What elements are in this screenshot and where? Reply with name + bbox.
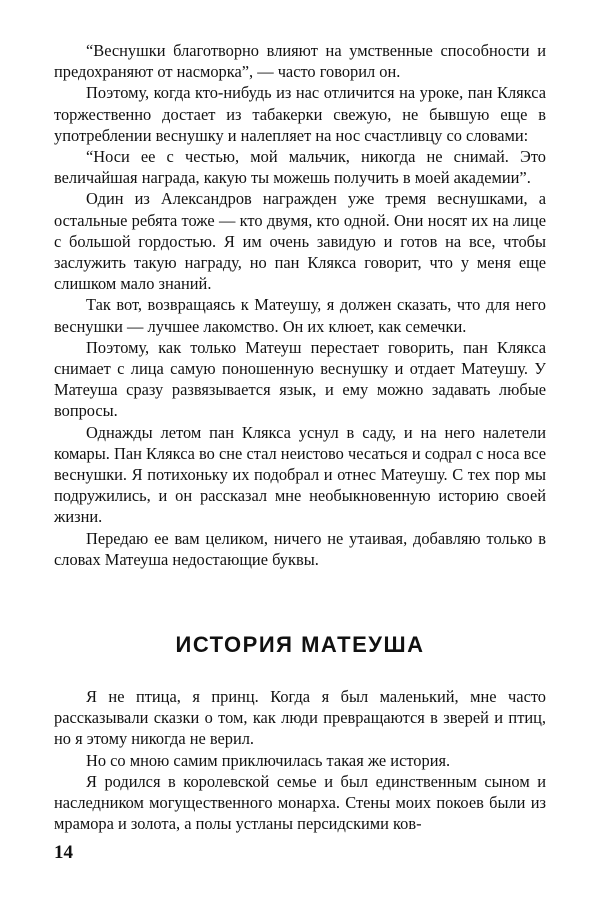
paragraph: Я родился в королевской семье и был единственным сыном и наследником могущественного монарха. Стены моих покоев были из мрамора и золота, а полы устланы персидскими ков- (54, 771, 546, 834)
section-title: ИСТОРИЯ МАТЕУША (175, 632, 425, 657)
paragraph: Однажды летом пан Клякса уснул в саду, и на него налетели комары. Пан Клякса во сне стал неистово чесаться и содрал с носа все веснушки. Я потихоньку их подобрал и отнес Матеушу. С тех пор мы подружились, и он рассказал мне необыкновенную историю своей жизни. (54, 422, 546, 527)
paragraph: Но со мною самим приключилась такая же история. (86, 750, 451, 770)
paragraph: Передаю ее вам целиком, ничего не утаивая, добавляю только в словах Матеуша недостающие буквы. (54, 528, 546, 569)
paragraph: “Носи ее с честью, мой мальчик, никогда не снимай. Это величайшая награда, какую ты можешь получить в моей академии”. (54, 147, 546, 188)
paragraph: “Веснушки благотворно влияют на умственные способности и предохраняют от насморка”, — часто говорил он. (54, 41, 546, 82)
paragraph: Так вот, возвращаясь к Матеушу, я должен сказать, что для него веснушки — лучшее лакомство. Он их клюет, как семечки. (54, 295, 546, 336)
paragraph: Поэтому, когда кто-нибудь из нас отличится на уроке, пан Клякса торжественно достает из табакерки свежую, не бывшую еще в употреблении веснушку и налепляет на нос счастливцу со словами: (54, 83, 546, 145)
text-block-top (54, 40, 546, 570)
page-number: 14 (54, 842, 73, 863)
text-block-bottom (54, 686, 546, 834)
paragraph: Один из Александров награжден уже тремя веснушками, а остальные ребята тоже — кто двумя, кто одной. Они носят их на лице с большой гордостью. Я им очень завидую и готов на все, чтобы заслужить такую награду, но пан Клякса говорит, что у меня еще слишком мало знаний. (54, 189, 546, 294)
paragraph: Поэтому, как только Матеуш перестает говорить, пан Клякса снимает с лица самую поношенную веснушку и отдает Матеушу. У Матеуша сразу развязывается язык, и ему можно задавать любые вопросы. (54, 337, 546, 421)
paragraph: Я не птица, я принц. Когда я был маленький, мне часто рассказывали сказки о том, как люди превращаются в зверей и птиц, но я этому никогда не верил. (54, 687, 546, 749)
